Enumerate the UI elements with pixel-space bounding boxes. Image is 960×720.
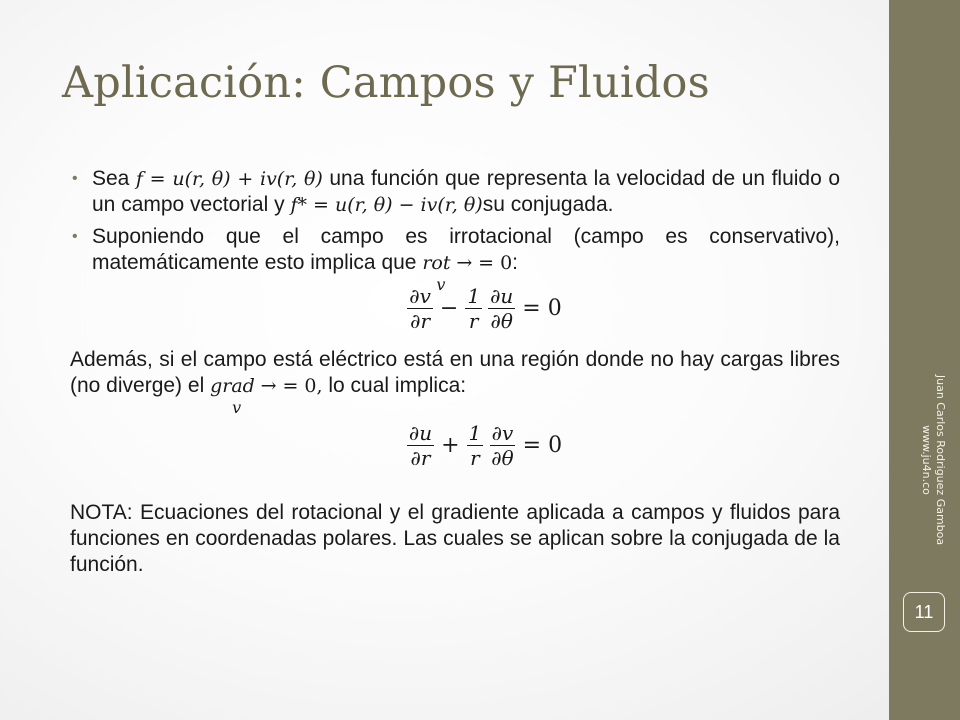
rot-subscript: v <box>436 275 446 294</box>
rot-word: rot <box>422 252 451 274</box>
eq2-rhs: = 0 <box>522 432 563 458</box>
page-number-badge: 11 <box>903 592 945 632</box>
eq2-frac2-numerator: 1 <box>468 421 482 445</box>
bullet1-math-conjugate: f* = u(r, θ) − iv(r, θ) <box>290 194 483 216</box>
author-credit <box>907 330 947 590</box>
eq2-frac3-denominator: ∂θ <box>491 446 514 470</box>
eq1-frac3-denominator: ∂θ <box>490 309 513 333</box>
eq1-frac3-numerator: ∂u <box>490 284 514 308</box>
eq2-frac3-numerator: ∂v <box>491 421 514 445</box>
bullet-icon: • <box>72 170 78 187</box>
eq1-fraction-dv-dr <box>407 284 433 333</box>
eq2-frac2-denominator: r <box>470 446 480 470</box>
bullet2-text-b: : <box>512 251 519 274</box>
bullet1-text-b: una función que representa la velocidad de un fluido o un campo vectorial y <box>92 167 840 216</box>
paragraph-divergence <box>70 347 840 417</box>
eq2-frac1-denominator: ∂r <box>410 446 431 470</box>
equation-rotational <box>130 284 840 333</box>
eq1-operator: − <box>439 295 459 321</box>
eq1-fraction-1-r <box>465 284 482 333</box>
grad-equals-zero: = 0, <box>282 375 323 397</box>
grad-vector <box>210 373 277 417</box>
grad-word: grad <box>210 375 255 397</box>
author-website: www.ju4n.co <box>920 425 933 495</box>
grad-subscript: v <box>232 398 242 417</box>
slide-title: Aplicación: Campos y Fluidos <box>62 58 710 108</box>
bullet-item-irrotational <box>70 224 840 294</box>
rot-equals-zero: = 0 <box>478 252 513 274</box>
grad-arrow: → <box>260 375 277 397</box>
author-name: Juan Carlos Rodriguez Gamboa <box>934 374 947 546</box>
equation-gradient <box>130 421 840 470</box>
eq1-frac2-numerator: 1 <box>467 284 481 308</box>
eq1-frac1-denominator: ∂r <box>410 309 431 333</box>
bullet-item-definition <box>70 166 840 218</box>
eq1-frac1-numerator: ∂v <box>409 284 431 308</box>
bullet1-math-f: f = u(r, θ) + iv(r, θ) <box>135 168 323 190</box>
eq2-fraction-1-r <box>467 421 484 470</box>
eq2-frac1-numerator: ∂u <box>408 421 433 445</box>
rot-arrow: → <box>456 252 473 274</box>
eq2-fraction-du-dr <box>407 421 434 470</box>
slide-content <box>70 166 840 578</box>
bullet2-text-a: Suponiendo que el campo es irrotacional (campo es conservativo), matemáticamente esto implica que <box>92 225 840 274</box>
para2-text-b: lo cual implica: <box>322 374 467 397</box>
eq2-operator: + <box>441 432 460 458</box>
eq1-frac2-denominator: r <box>468 309 479 333</box>
note-paragraph: NOTA: Ecuaciones del rotacional y el gradiente aplicada a campos y fluidos para funciones en coordenadas polares. Las cuales se aplican sobre la conjugada de la función. <box>70 501 840 576</box>
bullet1-text-a: Sea <box>92 167 136 190</box>
eq1-fraction-du-dtheta <box>488 284 515 333</box>
bullet-icon: • <box>72 228 78 245</box>
rot-vector <box>422 250 473 294</box>
bullet1-text-c: su conjugada. <box>482 193 614 216</box>
bullet-list <box>70 166 840 294</box>
eq2-fraction-dv-dtheta <box>489 421 515 470</box>
para2-text-a: Además, si el campo está eléctrico está en una región donde no hay cargas libres (no diverge) el <box>70 348 840 397</box>
eq1-rhs: = 0 <box>522 295 562 321</box>
